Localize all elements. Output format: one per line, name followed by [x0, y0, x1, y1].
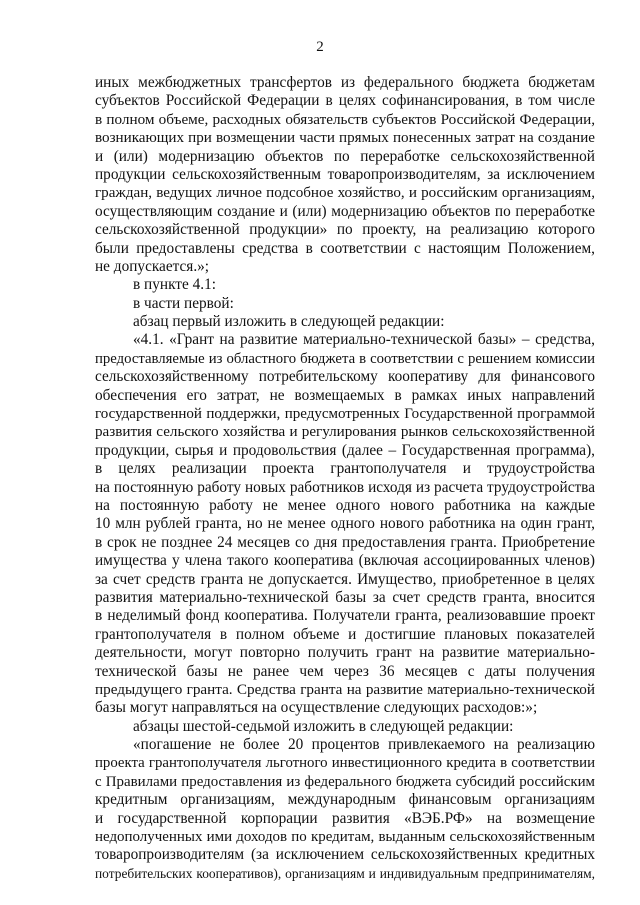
text-line: были предоставлены средства в соответствии с настоящим Положением,: [95, 239, 595, 257]
text-line: в неделимый фонд кооператива. Получатели гранта, реализовавшие проект: [95, 607, 595, 625]
text-line: за счет средств гранта не допускается. Имущество, приобретенное в целях: [95, 570, 595, 588]
text-line: деятельности, могут повторно получить грант на развитие материально-: [95, 644, 595, 662]
text-line: в полном объеме, расходных обязательств субъектов Российской Федерации,: [95, 110, 595, 128]
text-line: грантополучателя в полном объеме и достигшие плановых показателей: [95, 625, 595, 643]
text-line: обеспечения его затрат, не возмещаемых в рамках иных направлений: [95, 386, 595, 404]
text-line: субъектов Российской Федерации в целях софинансирования, в том числе: [95, 92, 595, 110]
text-line: развития материально-технической базы за счет средств гранта, вносится: [95, 588, 595, 606]
text-line: потребительских кооперативов), организациям и индивидуальным предпринимателям,: [95, 865, 595, 881]
text-line: сельскохозяйственной продукции» по проекту, на реализацию которого: [95, 221, 595, 239]
text-line: в пункте 4.1:: [133, 276, 216, 294]
text-line: продукции сельскохозяйственным товаропроизводителям, за исключением: [95, 165, 595, 183]
text-line: возникающих при возмещении части прямых понесенных затрат на создание: [95, 130, 595, 147]
text-line: проекта грантополучателя льготного инвестиционного кредита в соответствии: [95, 755, 595, 772]
text-line: 10 млн рублей гранта, но не менее одного нового работника на один грант,: [95, 515, 595, 533]
text-line: «4.1. «Грант на развитие материально-технической базы» – средства,: [133, 331, 595, 349]
text-line: сельскохозяйственному потребительскому кооперативу для финансового: [95, 368, 595, 386]
text-line: абзац первый изложить в следующей редакции:: [133, 313, 445, 331]
text-line: государственной поддержки, предусмотренных Государственной программой: [95, 406, 595, 423]
text-line: иных межбюджетных трансфертов из федерального бюджета бюджетам: [95, 74, 595, 91]
text-line: в целях реализации проекта грантополучателя и трудоустройства: [95, 460, 595, 478]
text-line: продукции, сырья и продовольствия (далее – Государственная программа),: [95, 441, 595, 459]
text-line: и (или) модернизацию объектов по переработке сельскохозяйственной: [95, 147, 595, 165]
text-line: имущества у члена такого кооператива (включая ассоциированных членов): [95, 552, 595, 570]
text-line: в срок не позднее 24 месяцев со дня предоставления гранта. Приобретение: [95, 533, 595, 551]
text-line: предыдущего гранта. Средства гранта на развитие материально-технической: [95, 680, 595, 698]
text-line: в части первой:: [133, 294, 234, 312]
text-line: граждан, ведущих личное подсобное хозяйство, и российским организациям,: [95, 185, 595, 202]
text-line: базы могут направляться на осуществление следующих расходов:»;: [95, 699, 538, 717]
text-line: не допускается.»;: [95, 257, 210, 275]
text-line: технической базы не ранее чем через 36 месяцев с даты получения: [95, 662, 595, 680]
page-number: 2: [316, 39, 324, 55]
text-line: товаропроизводителям (за исключением сельскохозяйственных кредитных: [95, 846, 595, 864]
text-line: предоставляемые из областного бюджета в соответствии с решением комиссии: [95, 350, 595, 367]
text-line: и государственной корпорации развития «ВЭБ.РФ» на возмещение: [95, 809, 595, 827]
text-line: недополученных ими доходов по кредитам, выданным сельскохозяйственным: [95, 829, 595, 846]
document-body: [95, 74, 595, 883]
text-line: абзацы шестой-седьмой изложить в следующей редакции:: [133, 717, 514, 735]
text-line: кредитным организациям, международным финансовым организациям: [95, 791, 595, 809]
text-line: на постоянную работу новых работников исходя из расчета трудоустройства: [95, 478, 595, 496]
text-line: развития сельского хозяйства и регулирования рынков сельскохозяйственной: [95, 424, 595, 441]
text-line: на постоянную работу не менее одного нового работника на каждые: [95, 496, 595, 514]
text-line: осуществляющим создание и (или) модернизацию объектов по переработке: [95, 202, 595, 220]
text-line: «погашение не более 20 процентов привлекаемого на реализацию: [133, 736, 595, 754]
text-line: с Правилами предоставления из федерального бюджета субсидий российским: [95, 773, 595, 790]
